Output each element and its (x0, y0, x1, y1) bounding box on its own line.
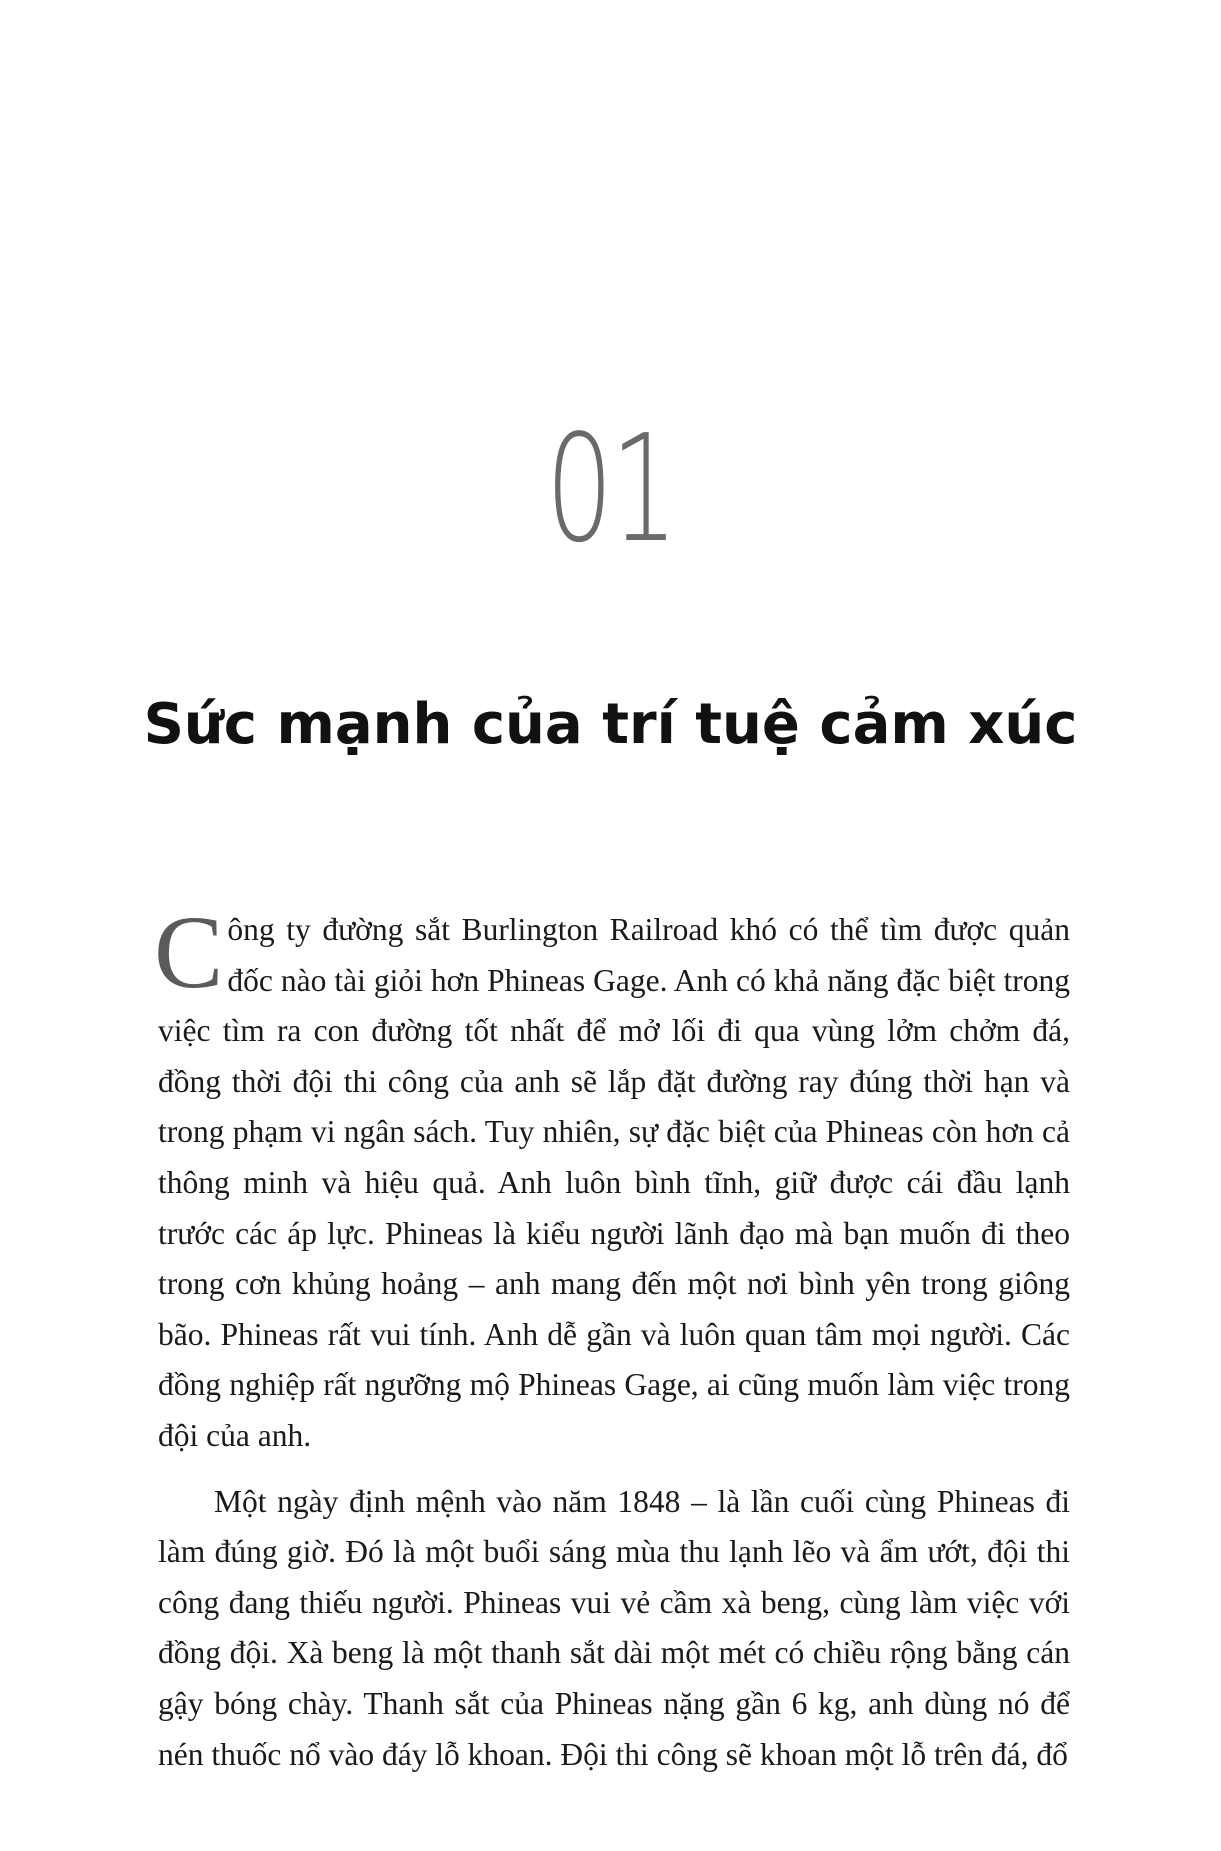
paragraph-1-text: ông ty đường sắt Burlington Railroad khó có thể tìm được quản đốc nào tài giỏi hơn Phineas Gage. Anh có khả năng đặc biệt trong việc tìm ra con đường tốt nhất để mở lối đi qua vùng lởm chởm đá, đồng thời đội thi công của anh sẽ lắp đặt đường ray đúng thời hạn và trong phạm vi ngân sách. Tuy nhiên, sự đặc biệt của Phineas còn hơn cả thông minh và hiệu quả. Anh luôn bình tĩnh, giữ được cái đầu lạnh trước các áp lực. Phineas là kiểu người lãnh đạo mà bạn muốn đi theo trong cơn khủng hoảng – anh mang đến một nơi bình yên trong giông bão. Phineas rất vui tính. Anh dễ gần và luôn quan tâm mọi người. Các đồng nghiệp rất ngưỡng mộ Phineas Gage, ai cũng muốn làm việc trong đội của anh. (158, 912, 1070, 1453)
chapter-title: Sức mạnh của trí tuệ cảm xúc (143, 692, 1078, 757)
paragraph-2: Một ngày định mệnh vào năm 1848 – là lần cuối cùng Phineas đi làm đúng giờ. Đó là một buổi sáng mùa thu lạnh lẽo và ẩm ướt, đội thi công đang thiếu người. Phineas vui vẻ cầm xà beng, cùng làm việc với đồng đội. Xà beng là một thanh sắt dài một mét có chiều rộng bằng cán gậy bóng chày. Thanh sắt của Phineas nặng gần 6 kg, anh dùng nó để nén thuốc nổ vào đáy lỗ khoan. Đội thi công sẽ khoan một lỗ trên đá, đổ (158, 1483, 1070, 1772)
chapter-number: 01 (545, 403, 676, 575)
drop-cap: C (154, 895, 224, 1010)
body-text (154, 895, 1070, 1780)
paragraph-1 (154, 895, 1070, 1462)
